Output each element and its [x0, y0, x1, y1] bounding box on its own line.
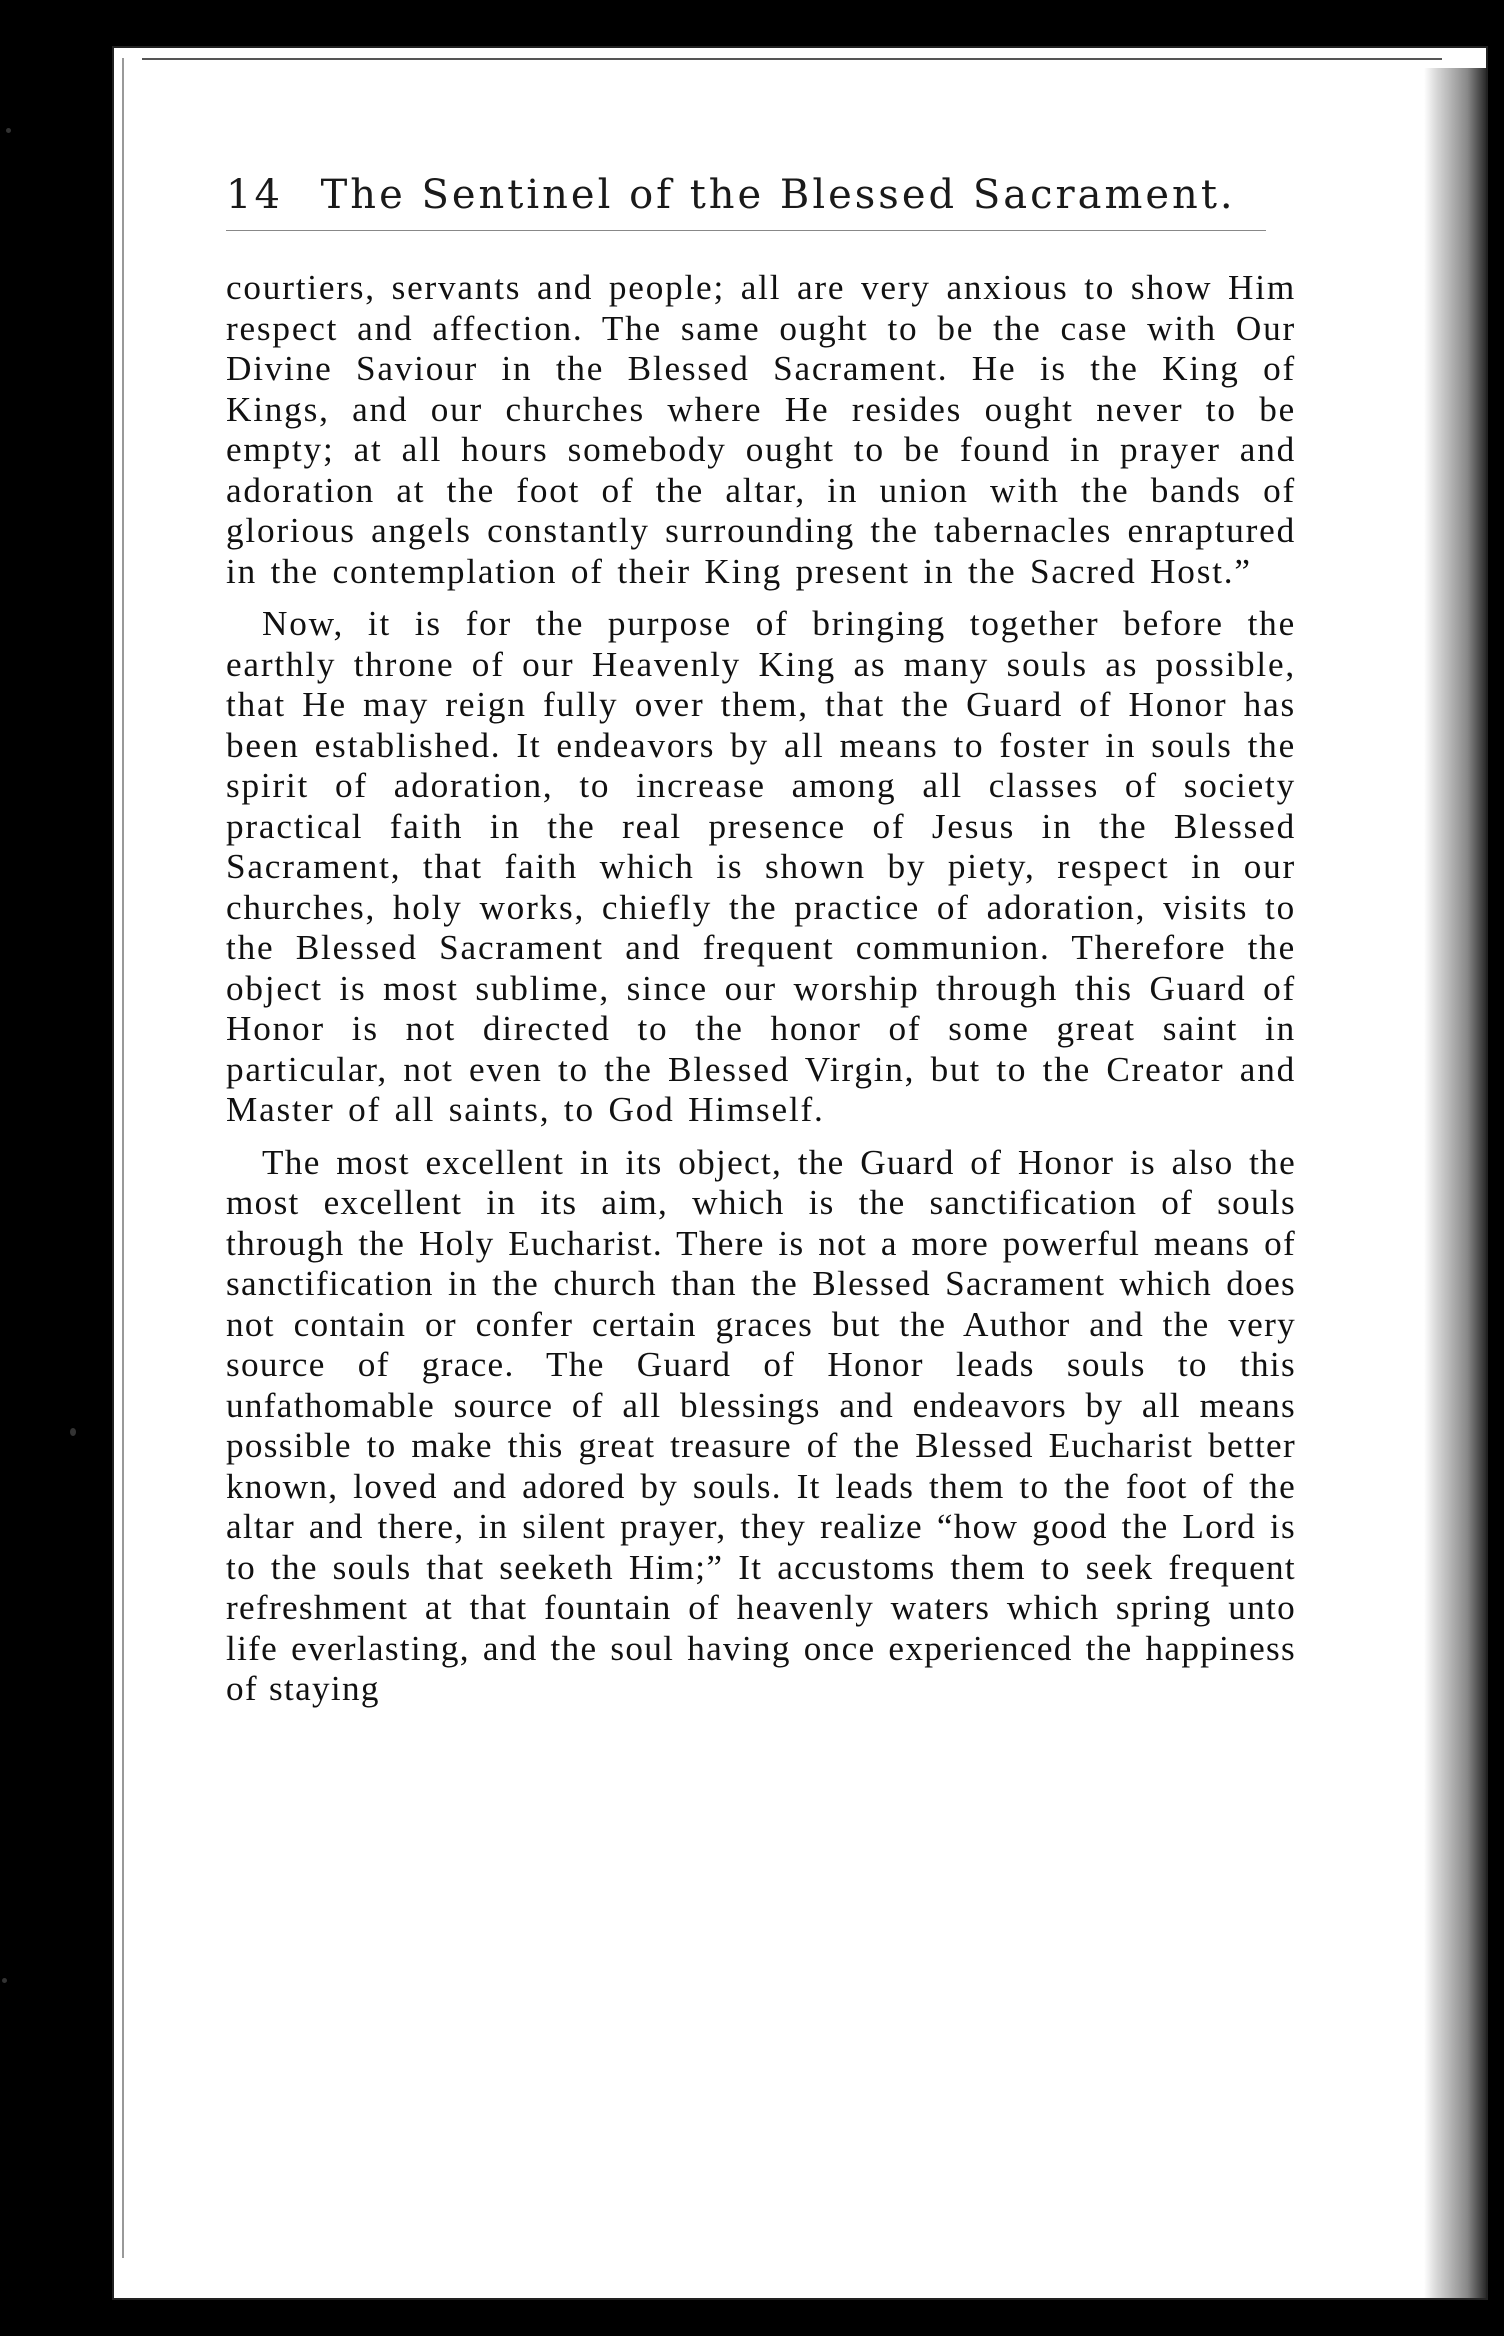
header-rule [226, 230, 1266, 231]
running-title: The Sentinel of the Blessed Sacrament. [320, 172, 1236, 218]
scan-speck [6, 128, 11, 133]
running-head [226, 172, 1276, 218]
page-left-edge [122, 58, 124, 2258]
paragraph-2: Now, it is for the purpose of bringing together before the earthly throne of our Heavenly King as many souls as possible, that He may reign fully over them, that the Guard of Honor has been established. It endeavors by all means to foster in souls the spirit of adoration, to increase among all classes of society practical faith in the real presence of Jesus in the Blessed Sacrament, that faith which is shown by piety, respect in our churches, holy works, chiefly the practice of adoration, visits to the Blessed Sacrament and frequent communion. Therefore the object is most sublime, since our worship through this Guard of Honor is not directed to the honor of some great saint in particular, not even to the Blessed Virgin, but to the Creator and Master of all saints, to God Himself. [226, 604, 1296, 1129]
page-top-edge [142, 58, 1442, 60]
paragraph-3: The most excellent in its object, the Guard of Honor is also the most excellent in its aim, which is the sanctification of souls through the Holy Eucharist. There is not a more powerful means of sanctification in the church than the Blessed Sacrament which does not contain or confer certain graces but the Author and the very source of grace. The Guard of Honor leads souls to this unfathomable source of all blessings and endeavors by all means possible to make this great treasure of the Blessed Eucharist better known, loved and adored by souls. It leads them to the foot of the altar and there, in silent prayer, they realize “how good the Lord is to the souls that seeketh Him;” It accustoms them to seek frequent refreshment at that fountain of heavenly waters which spring unto life everlasting, and the soul having once experienced the happiness of staying [226, 1142, 1296, 1708]
scan-speck [2, 1978, 7, 1983]
body-text [226, 268, 1296, 1710]
page-number: 14 [226, 172, 283, 218]
page-gutter-shadow [1424, 68, 1486, 2298]
paragraph-1: courtiers, servants and people; all are very anxious to show Him respect and affection. The same ought to be the case with Our Divine Saviour in the Blessed Sacrament. He is the King of Kings, and our churches where He resides ought never to be empty; at all hours somebody ought to be found in prayer and adoration at the foot of the altar, in union with the bands of glorious angels constantly surrounding the tabernacles enraptured in the contemplation of their King present in the Sacred Host.” [226, 268, 1296, 591]
scan-speck [70, 1428, 76, 1436]
